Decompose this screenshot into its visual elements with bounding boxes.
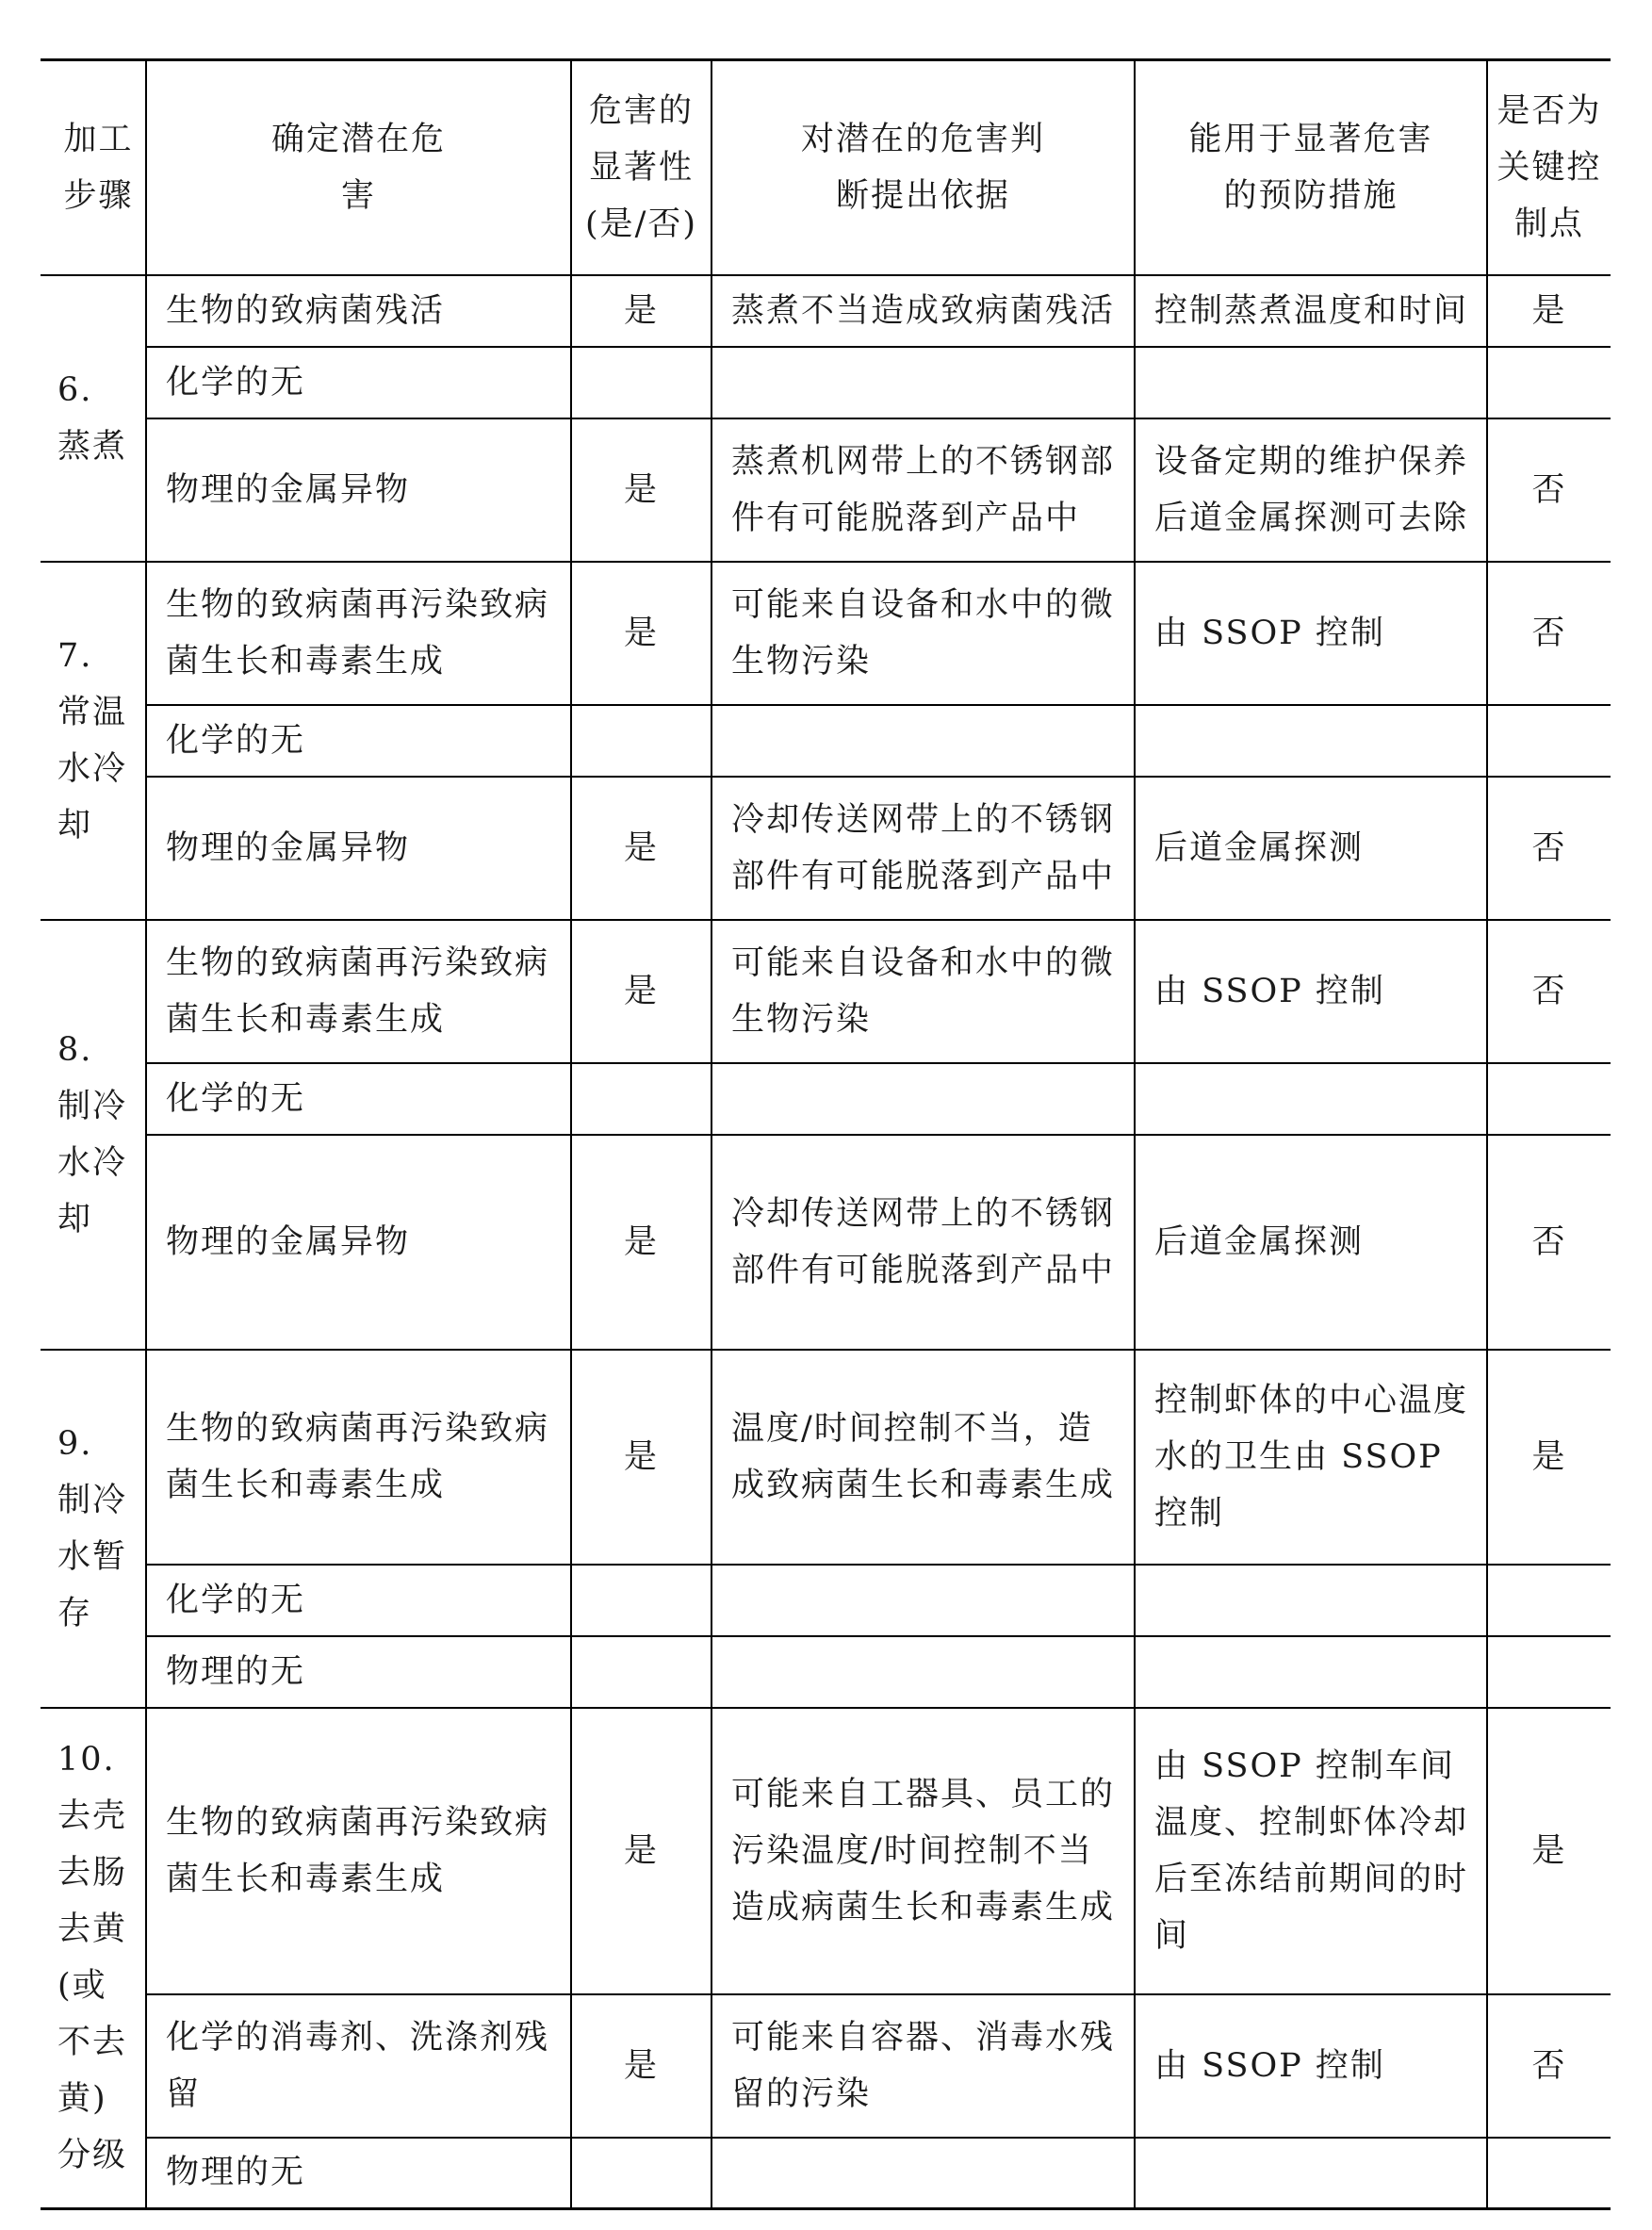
basis-cell [712, 2138, 1135, 2209]
header-significance: 危害的显著性(是/否) [571, 60, 712, 275]
step-number: 7. [57, 636, 93, 675]
table-row [41, 2138, 1611, 2209]
basis-cell: 冷却传送网带上的不锈钢部件有可能脱落到产品中 [712, 777, 1135, 920]
ccp-cell: 是 [1487, 275, 1611, 347]
basis-cell: 冷却传送网带上的不锈钢部件有可能脱落到产品中 [712, 1135, 1135, 1350]
step-number: 8. [57, 1030, 93, 1069]
step-cell [41, 1350, 146, 1708]
hazard-cell: 化学的无 [146, 705, 571, 777]
hazard-cell: 物理的金属异物 [146, 1135, 571, 1350]
prevention-cell: 由 SSOP 控制车间温度、控制虾体冷却后至冻结前期间的时间 [1135, 1708, 1487, 1994]
hazard-cell: 化学的消毒剂、洗涤剂残留 [146, 1994, 571, 2138]
hazard-cell: 物理的无 [146, 2138, 571, 2209]
table-row [41, 418, 1611, 562]
ccp-cell: 否 [1487, 562, 1611, 705]
basis-cell: 蒸煮不当造成致病菌残活 [712, 275, 1135, 347]
step-cell [41, 1708, 146, 2209]
hazard-cell: 生物的致病菌再污染致病菌生长和毒素生成 [146, 1708, 571, 1994]
prevention-cell: 后道金属探测 [1135, 777, 1487, 920]
table-row [41, 920, 1611, 1063]
hazard-cell: 物理的金属异物 [146, 418, 571, 562]
table-row [41, 705, 1611, 777]
basis-cell [712, 1636, 1135, 1708]
ccp-cell [1487, 347, 1611, 418]
ccp-cell: 否 [1487, 777, 1611, 920]
table-body [41, 275, 1611, 2209]
hazard-cell: 生物的致病菌残活 [146, 275, 571, 347]
step-cell [41, 562, 146, 920]
step-name: 蒸煮 [57, 427, 128, 466]
significance-cell: 是 [571, 1135, 712, 1350]
basis-cell [712, 705, 1135, 777]
significance-cell: 是 [571, 1994, 712, 2138]
significance-cell [571, 2138, 712, 2209]
significance-cell: 是 [571, 1708, 712, 1994]
ccp-cell [1487, 705, 1611, 777]
step-name: 制冷水冷却 [57, 1087, 128, 1238]
basis-cell [712, 1565, 1135, 1636]
prevention-cell: 由 SSOP 控制 [1135, 1994, 1487, 2138]
hazard-cell: 生物的致病菌再污染致病菌生长和毒素生成 [146, 1350, 571, 1565]
basis-cell: 温度/时间控制不当，造成致病菌生长和毒素生成 [712, 1350, 1135, 1565]
prevention-cell [1135, 347, 1487, 418]
ccp-cell [1487, 1565, 1611, 1636]
ccp-cell: 否 [1487, 920, 1611, 1063]
table-row [41, 275, 1611, 347]
header-hazard: 确定潜在危害 [146, 60, 571, 275]
ccp-cell: 否 [1487, 1994, 1611, 2138]
basis-cell [712, 347, 1135, 418]
header-ccp: 是否为关键控制点 [1487, 60, 1611, 275]
ccp-cell: 否 [1487, 1135, 1611, 1350]
table-row [41, 562, 1611, 705]
prevention-cell: 由 SSOP 控制 [1135, 920, 1487, 1063]
significance-cell [571, 705, 712, 777]
step-number: 6. [57, 370, 93, 409]
basis-cell: 可能来自设备和水中的微生物污染 [712, 562, 1135, 705]
prevention-cell: 控制蒸煮温度和时间 [1135, 275, 1487, 347]
header-prevention: 能用于显著危害的预防措施 [1135, 60, 1487, 275]
hazard-analysis-table [41, 58, 1611, 2210]
hazard-cell: 生物的致病菌再污染致病菌生长和毒素生成 [146, 562, 571, 705]
step-cell [41, 920, 146, 1350]
prevention-cell [1135, 2138, 1487, 2209]
hazard-cell: 化学的无 [146, 1063, 571, 1135]
prevention-cell: 由 SSOP 控制 [1135, 562, 1487, 705]
ccp-cell [1487, 1063, 1611, 1135]
hazard-cell: 生物的致病菌再污染致病菌生长和毒素生成 [146, 920, 571, 1063]
significance-cell: 是 [571, 1350, 712, 1565]
hazard-cell: 物理的金属异物 [146, 777, 571, 920]
significance-cell: 是 [571, 562, 712, 705]
table-row [41, 1350, 1611, 1565]
significance-cell: 是 [571, 418, 712, 562]
basis-cell: 可能来自容器、消毒水残留的污染 [712, 1994, 1135, 2138]
prevention-cell [1135, 1063, 1487, 1135]
prevention-cell: 控制虾体的中心温度水的卫生由 SSOP 控制 [1135, 1350, 1487, 1565]
ccp-cell: 是 [1487, 1708, 1611, 1994]
header-step: 加工步骤 [41, 60, 146, 275]
ccp-cell [1487, 2138, 1611, 2209]
significance-cell [571, 347, 712, 418]
significance-cell: 是 [571, 777, 712, 920]
table-row [41, 1135, 1611, 1350]
significance-cell: 是 [571, 275, 712, 347]
table-row [41, 1994, 1611, 2138]
basis-cell: 蒸煮机网带上的不锈钢部件有可能脱落到产品中 [712, 418, 1135, 562]
table-row [41, 1063, 1611, 1135]
basis-cell: 可能来自工器具、员工的污染温度/时间控制不当造成病菌生长和毒素生成 [712, 1708, 1135, 1994]
table-row [41, 347, 1611, 418]
hazard-cell: 化学的无 [146, 1565, 571, 1636]
prevention-cell [1135, 1565, 1487, 1636]
table-row [41, 1565, 1611, 1636]
significance-cell [571, 1636, 712, 1708]
significance-cell [571, 1565, 712, 1636]
header-basis: 对潜在的危害判断提出依据 [712, 60, 1135, 275]
step-name: 制冷水暂存 [57, 1481, 128, 1632]
table-row [41, 1708, 1611, 1994]
table-header [41, 60, 1611, 275]
significance-cell [571, 1063, 712, 1135]
prevention-cell [1135, 705, 1487, 777]
step-cell [41, 275, 146, 562]
prevention-cell: 设备定期的维护保养后道金属探测可去除 [1135, 418, 1487, 562]
ccp-cell: 是 [1487, 1350, 1611, 1565]
hazard-cell: 物理的无 [146, 1636, 571, 1708]
prevention-cell: 后道金属探测 [1135, 1135, 1487, 1350]
step-name: 常温水冷却 [57, 693, 128, 844]
step-number: 10. [57, 1741, 116, 1779]
prevention-cell [1135, 1636, 1487, 1708]
ccp-cell: 否 [1487, 418, 1611, 562]
hazard-cell: 化学的无 [146, 347, 571, 418]
ccp-cell [1487, 1636, 1611, 1708]
basis-cell [712, 1063, 1135, 1135]
table-row [41, 777, 1611, 920]
step-number: 9. [57, 1424, 93, 1463]
significance-cell: 是 [571, 920, 712, 1063]
table-row [41, 1636, 1611, 1708]
step-name: 去壳去肠去黄(或不去黄)分级 [57, 1797, 128, 2175]
basis-cell: 可能来自设备和水中的微生物污染 [712, 920, 1135, 1063]
